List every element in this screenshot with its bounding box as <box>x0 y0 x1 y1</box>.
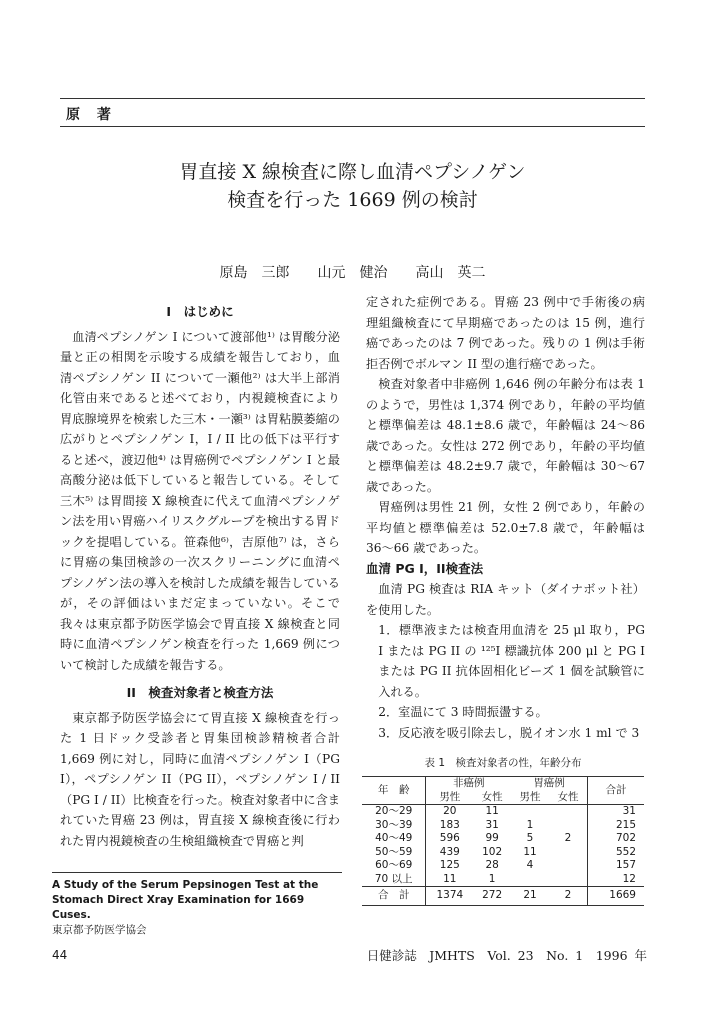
methods-paragraph: 東京都予防医学協会にて胃直接 X 線検査を行った 1 日ドック受診者と胃集団検診精検者合計 1,669 例に対し，同時に血清ペプシノゲン I（PG I），ペプシノゲン II（PG II），ペプシノゲン I / II（PG I / II）比検査を行った。検査対象者中に含まれていた胃癌 23 例は，胃直接 X 線検査後に行われた胃内視鏡検査の生検組織検査で胃癌と判 <box>60 710 340 848</box>
cell: 102 <box>482 845 503 858</box>
cell: 21 <box>511 887 549 906</box>
cell <box>549 873 588 887</box>
left-column <box>60 298 340 851</box>
cell: 1 <box>488 872 496 885</box>
footnote <box>52 878 342 938</box>
cell: 99 <box>485 832 499 844</box>
col-total: 合計 <box>588 777 644 805</box>
table-row <box>362 859 644 873</box>
cell-age: 50〜59 <box>375 845 413 858</box>
journal-citation: 日健診誌 JMHTS Vol. 23 No. 1 1996 年 <box>366 948 647 963</box>
right-paragraph-4: 血清 PG 検査は RIA キット（ダイナボット社）を使用した。 <box>366 582 645 617</box>
cell <box>549 819 588 833</box>
cell: 11 <box>426 873 473 887</box>
table-caption: 表 1 検査対象者の性，年齢分布 <box>424 757 582 769</box>
cell: 12 <box>588 873 644 887</box>
header-rule <box>60 126 645 127</box>
cell: 1374 <box>426 887 473 906</box>
cell: 31 <box>485 818 499 831</box>
title-line-1: 胃直接 X 線検査に際し血清ペプシノゲン <box>179 161 526 183</box>
cell: 1 <box>526 818 534 831</box>
col-noncancer-female: 女性 <box>473 791 511 805</box>
right-column <box>366 292 645 743</box>
cell: 4 <box>526 859 534 871</box>
cell: 183 <box>426 819 473 833</box>
table-row-total <box>362 887 644 906</box>
cell: 11 <box>523 845 537 858</box>
col-cancer-female: 女性 <box>549 791 588 805</box>
section-heading-methods: II 検査対象者と検査方法 <box>126 685 274 700</box>
col-age: 年 齢 <box>362 777 426 805</box>
affiliation: 東京都予防医学協会 <box>52 924 147 936</box>
table-row <box>362 805 644 819</box>
method-step-3: 3．反応液を吸引除去し，脱イオン水 1 ml で 3 <box>378 725 640 740</box>
table-1 <box>362 755 644 906</box>
cell-age: 30〜39 <box>375 818 413 831</box>
cell-age: 70 以上 <box>374 872 413 885</box>
table-row <box>362 819 644 833</box>
cell: 272 <box>473 887 511 906</box>
method-step-2: 2．室温にて 3 時間振盪する。 <box>378 705 548 719</box>
cell: 31 <box>588 805 644 819</box>
col-noncancer-male: 男性 <box>426 791 473 805</box>
title-line-2: 検査を行った 1669 例の検討 <box>227 189 478 211</box>
cell <box>549 846 588 860</box>
english-title: A Study of the Serum Pepsinogen Test at the Stomach Direct Xray Examination for 1669 Cuses. <box>52 879 319 921</box>
cell: 11 <box>485 805 499 817</box>
table-row <box>362 873 644 887</box>
page-number: 44 <box>52 948 68 962</box>
cell <box>511 805 549 819</box>
cell: 215 <box>588 819 644 833</box>
section-heading-intro: I はじめに <box>166 304 234 319</box>
authors: 原島 三郎 山元 健治 高山 英二 <box>219 265 486 281</box>
right-paragraph-2: 検査対象者中非癌例 1,646 例の年齢分布は表 1 のようで，男性は 1,374 例であり，年齢の平均値と標準偏差は 48.1±8.6 歳で，年齢幅は 24〜86 歳であった。女性は 272 例であり，年齢の平均値と標準偏差は 48.2±9.7 歳で，年齢幅は 30〜67 歳であった。 <box>366 377 645 494</box>
age-distribution-table <box>362 776 644 906</box>
right-paragraph-1: 定された症例である。胃癌 23 例中で手術後の病理組織検査にて早期癌であったのは 15 例，進行癌であったのは 7 例であった。残りの 1 例は手術拒否例でボルマン II 型の進行癌であった。 <box>366 295 645 371</box>
intro-paragraph: 血清ペプシノゲン I について渡部他¹⁾ は胃酸分泌量と正の相関を示唆する成績を報告しており，血清ペプシノゲン II について一瀬他²⁾ は大半上部消化管由来であると述べており，内視鏡検査により胃底腺境界を検索した三木・一瀬³⁾ は胃粘膜萎縮の広がりとペプシノゲン I，I / II 比の低下は平行すると述べ，渡辺他⁴⁾ は胃癌例でペプシノゲン I と最高酸分泌は低下していると報告している。そして三木⁵⁾ は胃間接 X 線検査に代えて血清ペプシノゲン法を用い胃癌ハイリスクグループを検出する胃ドックを提唱している。笹森他⁶⁾，吉原他⁷⁾ は，さらに胃癌の集団検診の一次スクリーニングに血清ペプシノゲン法の導入を検討した成績を報告しているが，その評価はいまだ定まっていない。そこで我々は東京都予防医学協会で胃直接 X 線検査と同時に血清ペプシノゲン検査を行った 1,669 例について検討した成績を報告する。 <box>60 329 340 672</box>
cell: 125 <box>426 859 473 873</box>
cell <box>549 859 588 873</box>
footnote-rule <box>52 872 342 873</box>
cell: 596 <box>426 832 473 846</box>
cell: 2 <box>549 887 588 906</box>
cell: 552 <box>588 846 644 860</box>
cell: 28 <box>485 859 499 871</box>
cell: 702 <box>588 832 644 846</box>
col-cancer-male: 男性 <box>511 791 549 805</box>
cell-age: 20〜29 <box>375 805 413 817</box>
cell <box>511 873 549 887</box>
cell-age: 60〜69 <box>375 859 413 871</box>
cell: 439 <box>426 846 473 860</box>
top-rule <box>60 98 645 99</box>
cell: 1669 <box>588 887 644 906</box>
cell: 20 <box>426 805 473 819</box>
article-title <box>60 158 645 214</box>
section-tag: 原 著 <box>66 107 117 123</box>
cell-age: 40〜49 <box>375 832 413 844</box>
table-row <box>362 832 644 846</box>
cell <box>549 805 588 819</box>
subsection-heading: 血清 PG I，II検査法 <box>366 560 484 576</box>
cell: 5 <box>526 832 534 844</box>
col-group-noncancer: 非癌例 <box>426 777 511 791</box>
col-group-cancer: 胃癌例 <box>533 777 565 789</box>
method-step-1: 1．標準液または検査用血清を 25 μl 取り，PG I または PG II の ¹²⁵I 標識抗体 200 μl と PG I または PG II 抗体固相化ビーズ 1 個を試験管に入れる。 <box>378 623 645 699</box>
cell-age: 合 計 <box>362 887 426 906</box>
cell: 157 <box>588 859 644 873</box>
table-row <box>362 846 644 860</box>
right-paragraph-3: 胃癌例は男性 21 例，女性 2 例であり，年齢の平均値と標準偏差は 52.0±7.8 歳で，年齢幅は 36〜66 歳であった。 <box>366 500 645 555</box>
cell: 2 <box>564 832 572 844</box>
